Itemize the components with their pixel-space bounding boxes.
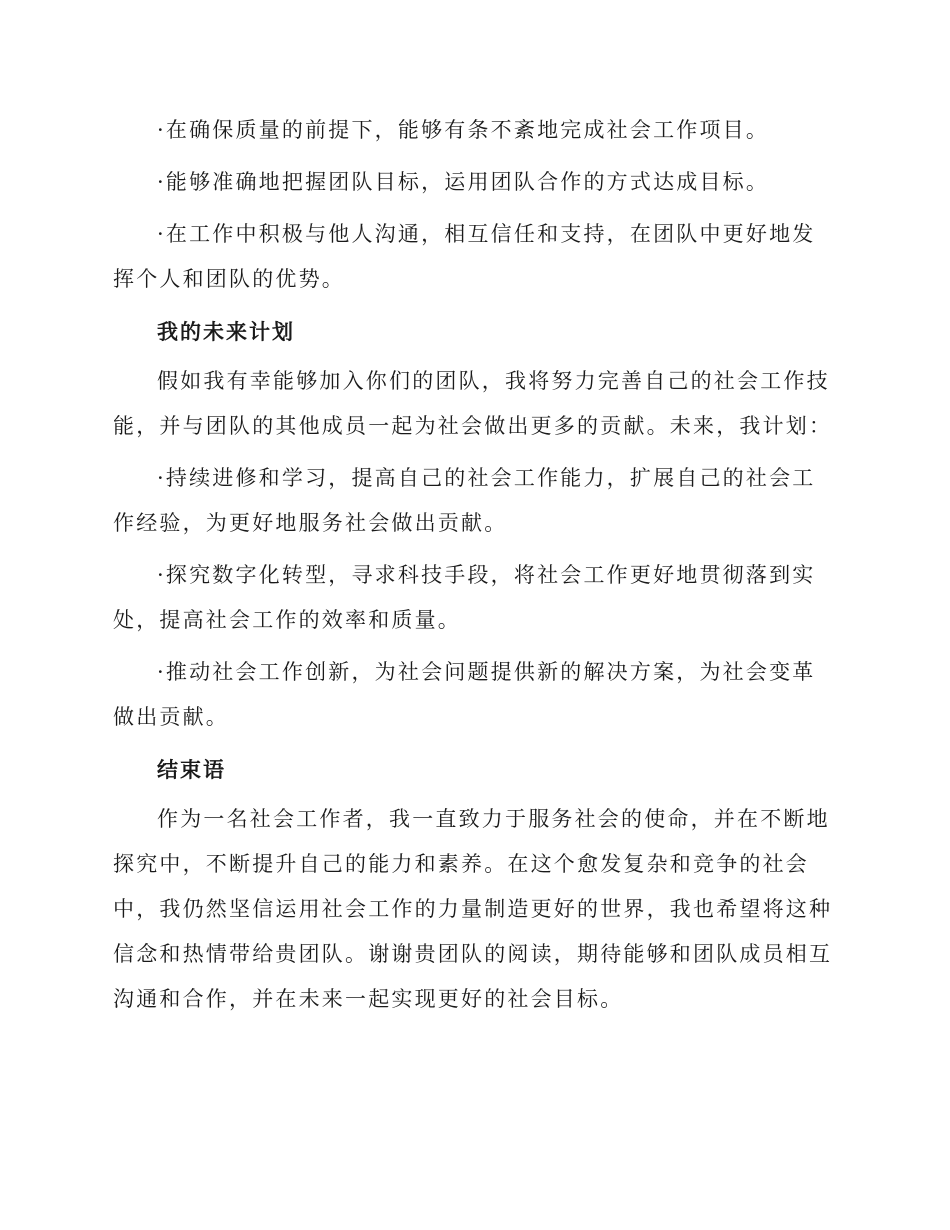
section-heading-closing: 结束语	[157, 757, 226, 782]
bullet-paragraph: ·在工作中积极与他人沟通，相互信任和支持，在团队中更好地发挥个人和团队的优势。	[113, 222, 816, 291]
future-plan-intro: 假如我有幸能够加入你们的团队，我将努力完善自己的社会工作技能，并与团队的其他成员一起为社会做出更多的贡献。未来，我计划：	[113, 369, 833, 438]
bullet-paragraph: ·能够准确地把握团队目标，运用团队合作的方式达成目标。	[157, 170, 770, 194]
section-heading-future-plan: 我的未来计划	[157, 319, 295, 344]
bullet-paragraph: ·推动社会工作创新，为社会问题提供新的解决方案，为社会变革做出贡献。	[113, 660, 816, 729]
closing-paragraph: 作为一名社会工作者，我一直致力于服务社会的使命，并在不断地探究中，不断提升自己的能力和素养。在这个愈发复杂和竞争的社会中，我仍然坚信运用社会工作的力量制造更好的世界，我也希望将这种信念和热情带给贵团队。谢谢贵团队的阅读，期待能够和团队成员相互沟通和合作，并在未来一起实现更好的社会目标。	[113, 807, 833, 1011]
bullet-paragraph: ·在确保质量的前提下，能够有条不紊地完成社会工作项目。	[157, 118, 770, 142]
bullet-paragraph: ·探究数字化转型，寻求科技手段，将社会工作更好地贯彻落到实处，提高社会工作的效率和质量。	[113, 563, 816, 632]
document-body	[113, 108, 835, 1022]
bullet-paragraph: ·持续进修和学习，提高自己的社会工作能力，扩展自己的社会工作经验，为更好地服务社会做出贡献。	[113, 466, 816, 535]
